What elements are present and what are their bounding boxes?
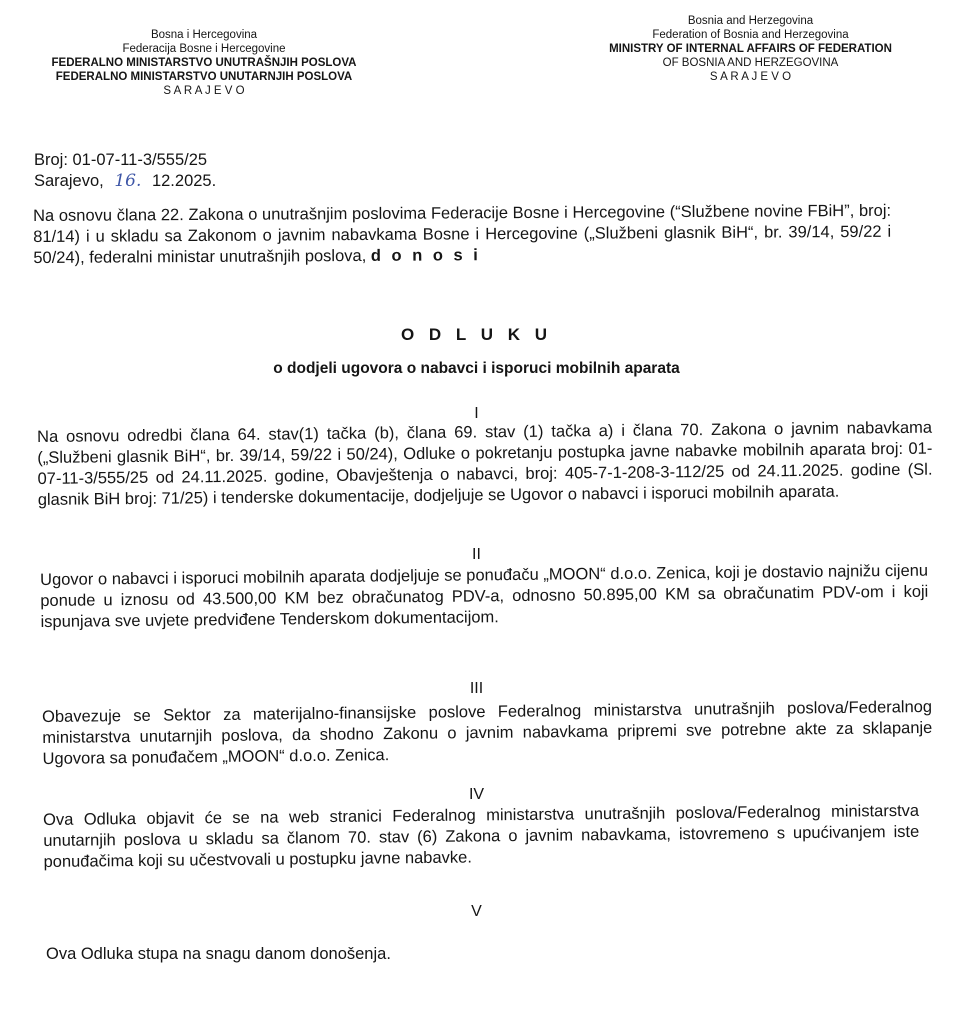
preamble: [33, 201, 891, 269]
section-label: IV: [468, 786, 485, 803]
reference-number: Broj: 01-07-11-3/555/25: [34, 151, 208, 169]
header-left-entity: Federacija Bosne i Hercegovine: [122, 43, 286, 55]
header-left-ministry-bs: FEDERALNO MINISTARSTVO UNUTRAŠNJIH POSLOVA: [51, 57, 357, 69]
header-right-country: Bosnia and Herzegovina: [687, 15, 814, 27]
document-subtitle: o dodjeli ugovora o nabavci i isporuci mobilnih aparata: [273, 360, 680, 377]
header-left-institution: [24, 28, 384, 98]
header-left-ministry-hr: FEDERALNO MINISTARSTVO UNUTARNJIH POSLOVA: [55, 71, 353, 83]
document-title: O D L U K U: [400, 325, 553, 344]
section-text: Na osnovu odredbi člana 64. stav(1) tačka (b), člana 69. stav (1) tačka a) i člana 70. Zakona o javnim nabavkama („Službeni glasnik BiH“, br. 39/14, 59/22 i 50/24), Odluke o pokretanju postupka javne nabavke mobilnih aparata broj: 01-07-11-3/555/25 od 24.11.2025. godine, Obavještenja o nabavci, broj: 405-7-1-208-3-112/25 od 24.11.2025. godine (Sl. glasnik BiH broj: 71/25) i tenderske dokumentacije, dodjeljuje se Ugovor o nabavci i isporuci mobilnih aparata.: [37, 418, 933, 509]
preamble-verb: d o n o s i: [370, 246, 481, 265]
reference-date-rest: 12.2025.: [151, 172, 217, 190]
header-right-institution: [578, 14, 923, 84]
section-label: V: [471, 903, 482, 920]
section-label: II: [472, 546, 481, 563]
header-left-city: S A R A J E V O: [163, 85, 245, 97]
header-left-country: Bosna i Hercegovina: [150, 29, 258, 41]
header-right-ministry: MINISTRY OF INTERNAL AFFAIRS OF FEDERATION: [609, 43, 892, 55]
section-label: I: [474, 405, 479, 422]
section-text: Ova Odluka stupa na snagu danom donošenja.: [46, 945, 391, 963]
preamble-text: Na osnovu člana 22. Zakona o unutrašnjim poslovima Federacije Bosne i Hercegovine (“Službene novine FBiH”, broj: 81/14) i u skladu sa Zakonom o javnim nabavkama Bosne i Hercegovine („Službeni glasnik BiH“, br. 39/14, 59/22 i 50/24), federalni ministar unutrašnjih poslova,: [33, 201, 892, 267]
reference-place: Sarajevo,: [34, 172, 104, 190]
section-text: Ugovor o nabavci i isporuci mobilnih aparata dodjeljuje se ponuđaču „MOON“ d.o.o. Zenica, koji je dostavio najnižu cijenu ponude u iznosu od 43.500,00 KM bez obračunatog PDV-a, odnosno 50.895,00 KM sa obračunatim PDV-om i koji ispunjava sve uvjete predviđene Tenderskom dokumentacijom.: [40, 561, 929, 631]
header-right-ministry-cont: OF BOSNIA AND HERZEGOVINA: [662, 57, 839, 69]
section-label: III: [469, 680, 484, 697]
section-text: Obavezuje se Sektor za materijalno-finansijske poslove Federalnog ministarstva unutrašnjih poslova/Federalnog ministarstva unutarnjih poslova, da shodno Zakonu o javnim nabavkama pripremi sve potrebne akte za sklapanje Ugovora sa ponuđačem „MOON“ d.o.o. Zenica.: [42, 697, 933, 768]
handwritten-day: 16.: [114, 171, 142, 191]
header-right-entity: Federation of Bosnia and Herzegovina: [652, 29, 849, 41]
reference-block: [34, 150, 216, 192]
header-right-city: S A R A J E V O: [709, 71, 792, 83]
section-text: Ova Odluka objavit će se na web stranici Federalnog ministarstva unutrašnjih poslova/Federalnog ministarstva unutarnjih poslova u skladu sa članom 70. stav (6) Zakona o javnim nabavkama, istovremeno s upućivanjem iste ponuđačima koji su učestvovali u postupku javne nabavke.: [43, 801, 920, 871]
reference-date: [34, 171, 216, 192]
